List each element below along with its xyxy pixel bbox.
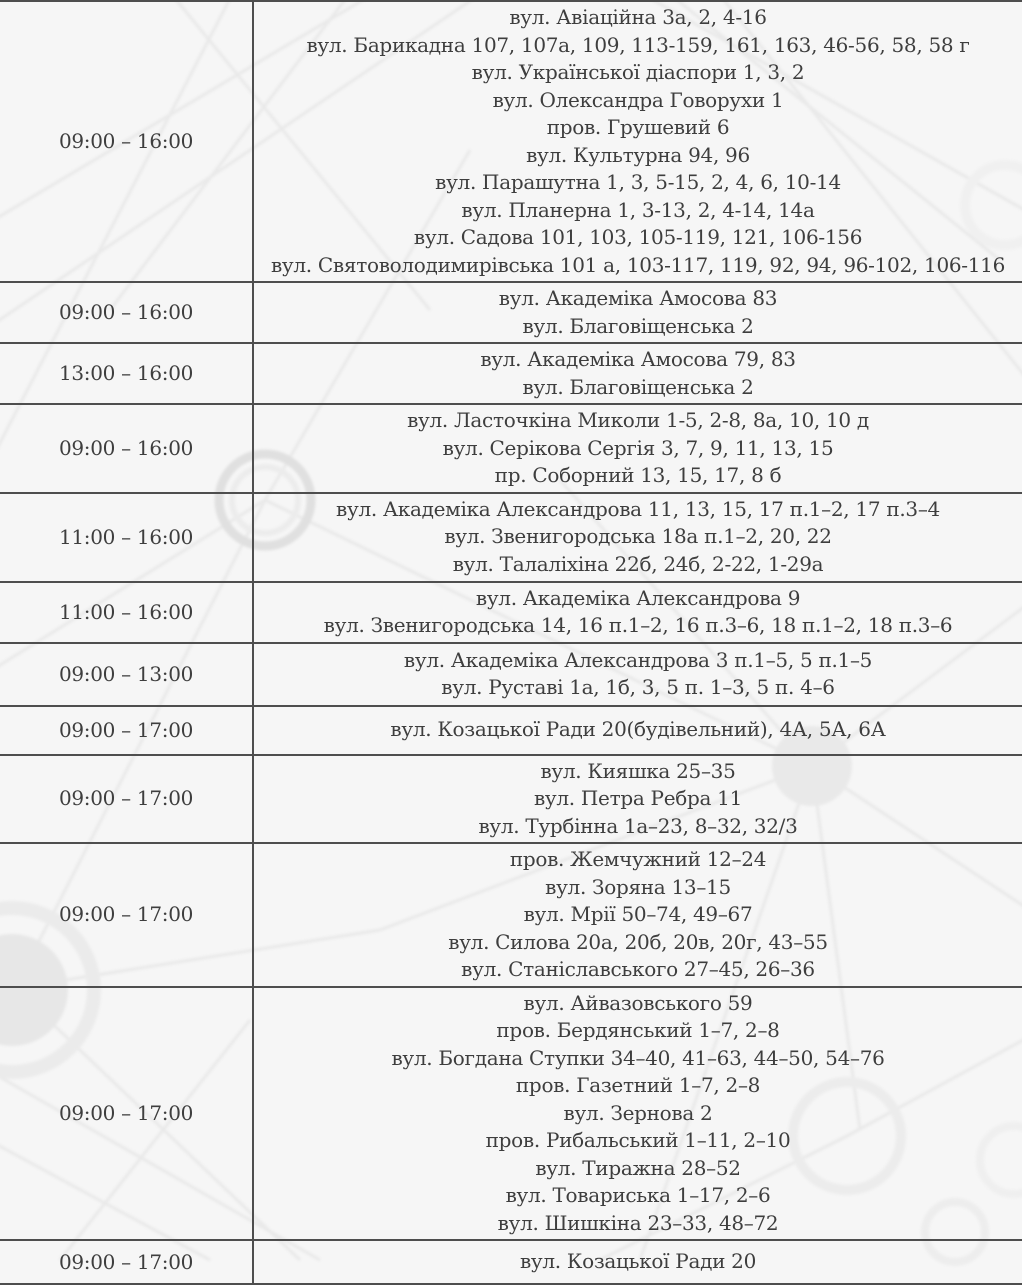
time-range-label: 13:00 – 16:00 <box>58 361 194 385</box>
time-range-label: 11:00 – 16:00 <box>58 524 194 549</box>
address-line: вул. Козацької Ради 20 <box>519 1249 757 1274</box>
address-line: вул. Серікова Сергія 3, 7, 9, 11, 13, 15 <box>442 435 834 460</box>
time-cell <box>0 1240 253 1284</box>
time-cell <box>0 755 253 844</box>
schedule-row <box>0 343 1022 404</box>
address-line: вул. Турбінна 1а–23, 8–32, 32/3 <box>478 813 798 838</box>
time-cell <box>0 343 253 404</box>
address-line: вул. Садова 101, 103, 105-119, 121, 106-156 <box>413 225 863 249</box>
schedule-row <box>0 582 1022 643</box>
time-range-label: 09:00 – 16:00 <box>58 435 194 460</box>
address-line: вул. Мрії 50–74, 49–67 <box>523 902 753 926</box>
time-range-label: 11:00 – 16:00 <box>58 599 194 624</box>
time-range-label: 09:00 – 17:00 <box>58 786 194 811</box>
schedule-row <box>0 1 1022 282</box>
schedule-row <box>0 706 1022 755</box>
time-cell <box>0 582 253 643</box>
addresses-cell <box>253 843 1022 987</box>
address-line: вул. Благовіщенська 2 <box>522 313 754 338</box>
address-line: вул. Айвазовського 59 <box>523 990 753 1015</box>
address-line: вул. Козацької Ради 20(будівельний), 4А, 5А, 6А <box>390 717 886 742</box>
addresses-cell <box>253 706 1022 755</box>
time-cell <box>0 643 253 706</box>
address-line: вул. Звенигородська 14, 16 п.1–2, 16 п.3–6, 18 п.1–2, 18 п.3–6 <box>323 613 953 637</box>
addresses-cell <box>253 643 1022 706</box>
address-line: вул. Станіславського 27–45, 26–36 <box>461 957 815 981</box>
address-line: вул. Академіка Александрова 11, 13, 15, 17 п.1–2, 17 п.3–4 <box>336 496 940 521</box>
addresses-cell <box>253 755 1022 844</box>
addresses-cell <box>253 493 1022 582</box>
schedule-row <box>0 843 1022 987</box>
schedule-row <box>0 987 1022 1241</box>
address-line: пр. Соборний 13, 15, 17, 8 б <box>494 463 782 487</box>
schedule-row <box>0 1240 1022 1284</box>
address-line: вул. Планерна 1, 3-13, 2, 4-14, 14а <box>461 197 815 222</box>
time-range-label: 09:00 – 17:00 <box>58 1249 194 1274</box>
addresses-cell <box>253 404 1022 493</box>
address-line: вул. Олександра Говорухи 1 <box>492 87 784 112</box>
address-line: вул. Академіка Александрова 9 <box>475 585 801 610</box>
address-line: вул. Тиражна 28–52 <box>535 1155 741 1180</box>
time-range-label: 09:00 – 16:00 <box>58 300 194 324</box>
address-line: вул. Шишкіна 23–33, 48–72 <box>497 1210 779 1235</box>
time-cell <box>0 843 253 987</box>
address-line: вул. Академіка Амосова 83 <box>498 286 778 310</box>
schedule-row <box>0 493 1022 582</box>
address-line: вул. Ласточкіна Миколи 1-5, 2-8, 8а, 10, 10 д <box>407 408 869 432</box>
address-line: вул. Силова 20а, 20б, 20в, 20г, 43–55 <box>448 929 828 954</box>
time-range-label: 09:00 – 17:00 <box>58 902 194 927</box>
address-line: вул. Руставі 1а, 1б, 3, 5 п. 1–3, 5 п. 4–6 <box>441 675 835 699</box>
address-line: вул. Богдана Ступки 34–40, 41–63, 44–50, 54–76 <box>391 1045 885 1070</box>
address-line: вул. Барикадна 107, 107а, 109, 113-159, 161, 163, 46-56, 58, 58 г <box>306 32 970 57</box>
time-cell <box>0 493 253 582</box>
time-range-label: 09:00 – 17:00 <box>58 1100 194 1125</box>
time-cell <box>0 706 253 755</box>
address-line: вул. Авіаційна 3а, 2, 4-16 <box>509 5 767 29</box>
time-cell <box>0 404 253 493</box>
address-line: вул. Зернова 2 <box>563 1100 713 1125</box>
time-range-label: 09:00 – 17:00 <box>58 717 194 742</box>
address-line: вул. Культурна 94, 96 <box>526 142 750 167</box>
schedule-row <box>0 755 1022 844</box>
addresses-cell <box>253 343 1022 404</box>
address-line: пров. Бердянський 1–7, 2–8 <box>496 1018 780 1042</box>
addresses-cell <box>253 582 1022 643</box>
time-range-label: 09:00 – 13:00 <box>58 661 194 686</box>
addresses-cell <box>253 1240 1022 1284</box>
schedule-row <box>0 404 1022 493</box>
time-cell <box>0 987 253 1241</box>
address-line: вул. Парашутна 1, 3, 5-15, 2, 4, 6, 10-14 <box>435 170 841 194</box>
address-line: вул. Зоряна 13–15 <box>545 874 731 899</box>
address-line: вул. Товариська 1–17, 2–6 <box>505 1183 771 1207</box>
address-line: вул. Української діаспори 1, 3, 2 <box>471 60 805 84</box>
address-line: вул. Звенигородська 18а п.1–2, 20, 22 <box>444 524 832 549</box>
address-line: вул. Академіка Амосова 79, 83 <box>480 347 796 371</box>
address-line: пров. Газетний 1–7, 2–8 <box>515 1073 761 1097</box>
schedule-table-body <box>0 1 1022 1284</box>
address-line: вул. Петра Ребра 11 <box>533 786 743 810</box>
schedule-row <box>0 282 1022 343</box>
address-line: вул. Благовіщенська 2 <box>522 374 754 399</box>
addresses-cell <box>253 282 1022 343</box>
address-line: пров. Рибальський 1–11, 2–10 <box>485 1128 791 1152</box>
address-line: вул. Святоволодимирівська 101 а, 103-117, 119, 92, 94, 96-102, 106-116 <box>270 252 1006 277</box>
address-line: вул. Академіка Александрова 3 п.1–5, 5 п.1–5 <box>403 647 873 672</box>
schedule-row <box>0 643 1022 706</box>
address-line: вул. Талаліхіна 22б, 24б, 2-22, 1-29а <box>452 551 824 576</box>
addresses-cell <box>253 1 1022 282</box>
address-line: пров. Жемчужний 12–24 <box>509 847 767 871</box>
addresses-cell <box>253 987 1022 1241</box>
address-line: пров. Грушевий 6 <box>546 115 730 139</box>
time-cell <box>0 282 253 343</box>
time-range-label: 09:00 – 16:00 <box>58 129 194 153</box>
time-cell <box>0 1 253 282</box>
address-line: вул. Кияшка 25–35 <box>540 758 736 783</box>
